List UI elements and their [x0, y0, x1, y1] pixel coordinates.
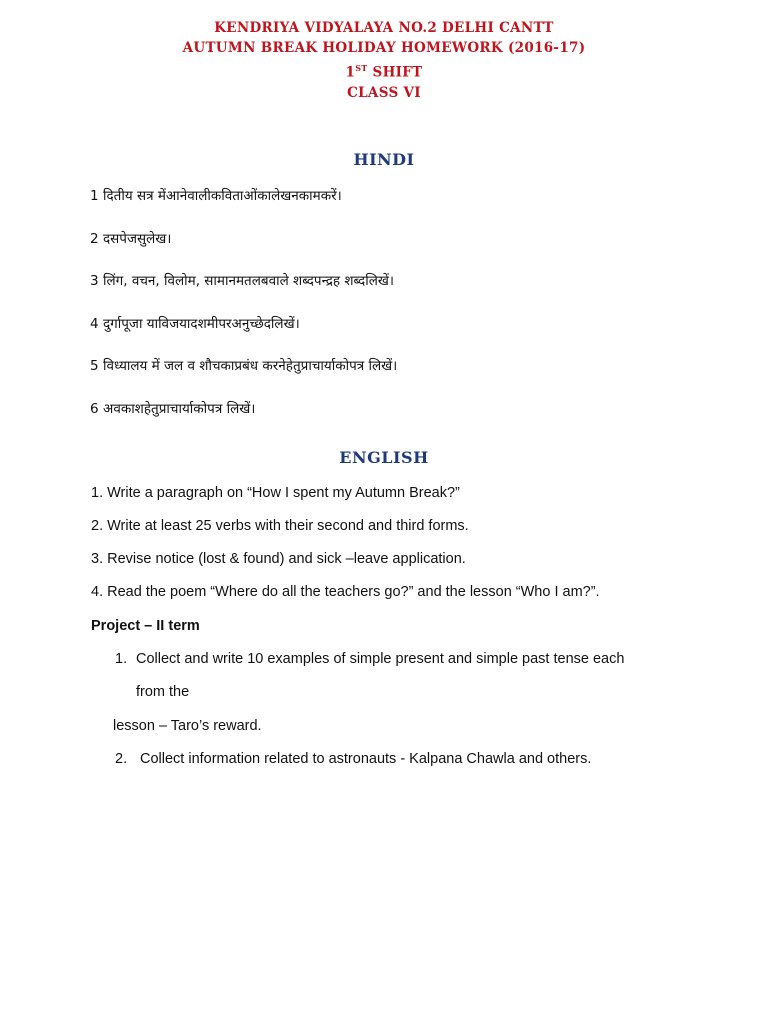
- shift-word: SHIFT: [367, 64, 423, 81]
- english-item: 3. Revise notice (lost & found) and sick –leave application.: [91, 551, 466, 567]
- shift-suffix: ST: [355, 63, 368, 73]
- hindi-item: [90, 356, 730, 399]
- document-header: [0, 18, 768, 103]
- english-item: 2. Write at least 25 verbs with their second and third forms.: [91, 518, 469, 534]
- hindi-item-number: 3: [90, 273, 99, 289]
- english-item: 1. Write a paragraph on “How I spent my Autumn Break?”: [91, 485, 460, 501]
- english-item: 4. Read the poem “Where do all the teachers go?” and the lesson “Who I am?”.: [91, 584, 600, 600]
- english-section-title: ENGLISH: [339, 448, 429, 467]
- hindi-item-text: अवकाशहेतुप्राचार्याकोपत्र लिखें।: [103, 400, 256, 417]
- hindi-item: [90, 271, 730, 314]
- hindi-item: [90, 229, 730, 272]
- hindi-list: [90, 186, 730, 441]
- project-item-2-number: 2.: [115, 751, 128, 767]
- hindi-section-title: HINDI: [353, 150, 415, 169]
- school-name: KENDRIYA VIDYALAYA NO.2 DELHI CANTT: [214, 20, 554, 36]
- project-item-1-line2: from the: [136, 684, 190, 700]
- hindi-item-text: दुर्गापूजा याविजयादशमीपरअनुच्छेदलिखें।: [103, 315, 300, 332]
- project-item-2-text: Collect information related to astronauts - Kalpana Chawla and others.: [140, 751, 592, 767]
- shift-number: 1: [345, 64, 356, 81]
- hindi-item-text: दितीय सत्र मेंआनेवालीकविताओंकालेखनकामकरें।: [103, 188, 342, 204]
- hindi-item-text: विध्यालय में जल व शौचकाप्रबंध करनेहेतुप्राचार्याकोपत्र लिखें।: [103, 358, 398, 374]
- hindi-item-number: 2: [90, 230, 99, 247]
- hindi-item-text: लिंग, वचन, विलोम, सामानमतलबवाले शब्दपन्द्रह शब्दलिखें।: [103, 273, 395, 289]
- hindi-item-number: 6: [90, 400, 99, 417]
- project-heading: Project – II term: [91, 618, 200, 634]
- project-item-1-line3: lesson – Taro’s reward.: [113, 718, 262, 734]
- hindi-item: [90, 186, 730, 229]
- hindi-item: [90, 399, 730, 442]
- hindi-item-number: 1: [90, 188, 99, 204]
- homework-title: AUTUMN BREAK HOLIDAY HOMEWORK (2016-17): [182, 40, 586, 56]
- project-item-1-line1: Collect and write 10 examples of simple present and simple past tense each: [136, 651, 625, 667]
- project-item-1-number: 1.: [115, 651, 128, 667]
- hindi-item-number: 4: [90, 315, 99, 332]
- shift-line: [0, 58, 768, 83]
- hindi-item-number: 5: [90, 358, 99, 374]
- class-line: CLASS VI: [347, 84, 421, 101]
- hindi-item-text: दसपेजसुलेख।: [103, 230, 172, 247]
- hindi-item: [90, 314, 730, 357]
